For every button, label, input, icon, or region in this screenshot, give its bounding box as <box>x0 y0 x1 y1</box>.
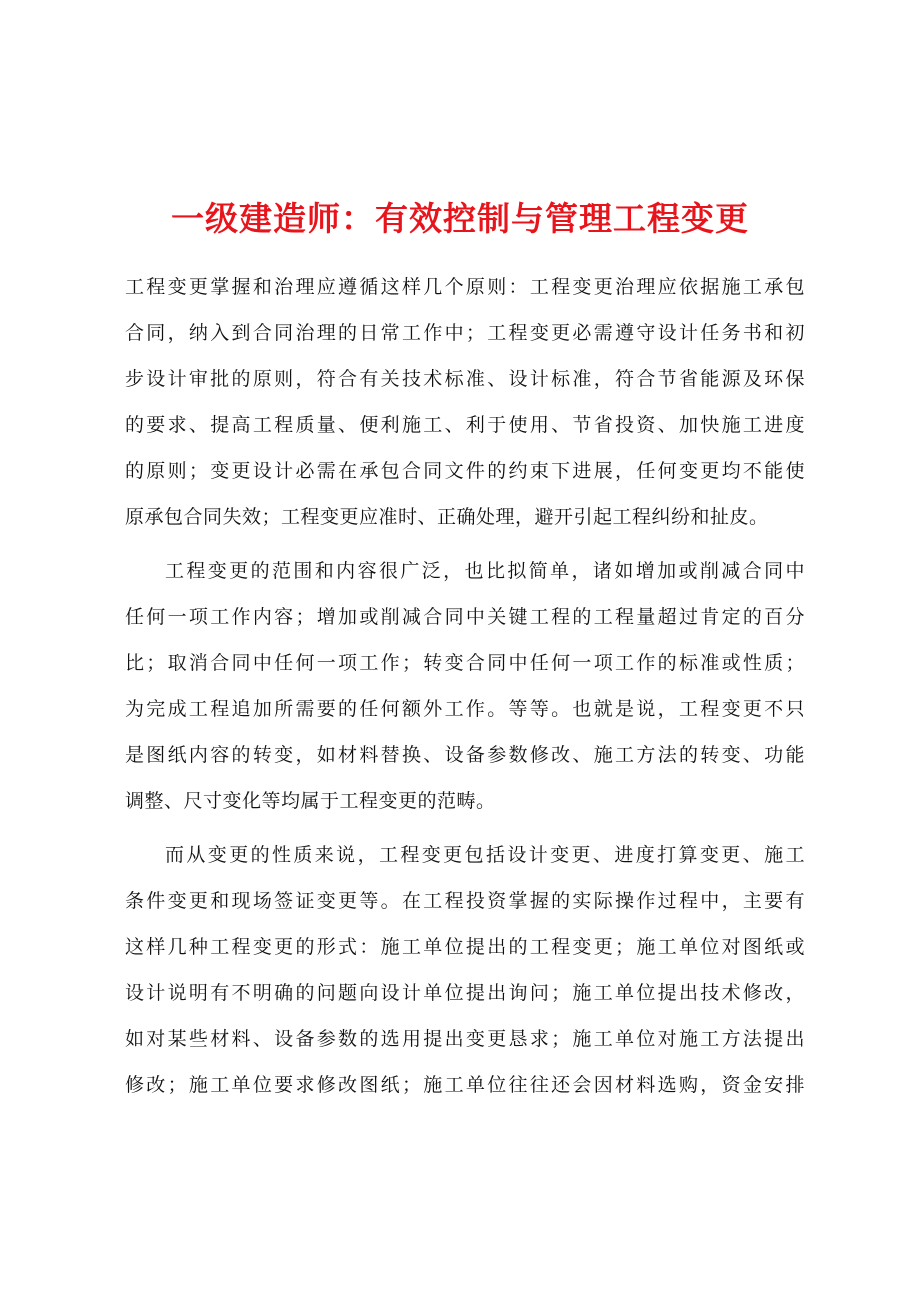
paragraph-principles <box>125 264 805 540</box>
text-line: 修改；施工单位要求修改图纸；施工单位往往还会因材料选购，资金安排 <box>125 1074 805 1096</box>
text-line: 原承包合同失效；工程变更应准时、正确处理，避开引起工程纠纷和扯皮。 <box>125 506 769 528</box>
paragraph-scope <box>125 548 805 824</box>
text-line: 而从变更的性质来说，工程变更包括设计变更、进度打算变更、施工 <box>165 844 805 866</box>
text-line: 为完成工程追加所需要的任何额外工作。等等。也就是说，工程变更不只 <box>125 698 805 720</box>
text-line: 工程变更的范围和内容很广泛，也比拟简单，诸如增加或削减合同中 <box>165 560 805 582</box>
text-line: 设计说明有不明确的问题向设计单位提出询问；施工单位提出技术修改， <box>125 982 805 1004</box>
text-line: 的要求、提高工程质量、便利施工、利于使用、节省投资、加快施工进度 <box>125 414 805 436</box>
text-line: 是图纸内容的转变，如材料替换、设备参数修改、施工方法的转变、功能 <box>125 744 805 766</box>
paragraph-types <box>125 832 805 1108</box>
text-line: 条件变更和现场签证变更等。在工程投资掌握的实际操作过程中，主要有 <box>125 890 805 912</box>
text-line: 如对某些材料、设备参数的选用提出变更恳求；施工单位对施工方法提出 <box>125 1028 805 1050</box>
text-line: 步设计审批的原则，符合有关技术标准、设计标准，符合节省能源及环保 <box>125 368 805 390</box>
text-line: 的原则；变更设计必需在承包合同文件的约束下进展，任何变更均不能使 <box>125 460 805 482</box>
text-line: 任何一项工作内容；增加或削减合同中关键工程的工程量超过肯定的百分 <box>125 606 805 628</box>
text-line: 工程变更掌握和治理应遵循这样几个原则：工程变更治理应依据施工承包 <box>125 276 805 298</box>
page-title: 一级建造师：有效控制与管理工程变更 <box>171 199 749 238</box>
text-line: 调整、尺寸变化等均属于工程变更的范畴。 <box>125 790 496 812</box>
document-body <box>125 264 805 1116</box>
text-line: 合同，纳入到合同治理的日常工作中；工程变更必需遵守设计任务书和初 <box>125 322 805 344</box>
text-line: 这样几种工程变更的形式：施工单位提出的工程变更；施工单位对图纸或 <box>125 936 805 958</box>
text-line: 比；取消合同中任何一项工作；转变合同中任何一项工作的标准或性质； <box>125 652 805 674</box>
